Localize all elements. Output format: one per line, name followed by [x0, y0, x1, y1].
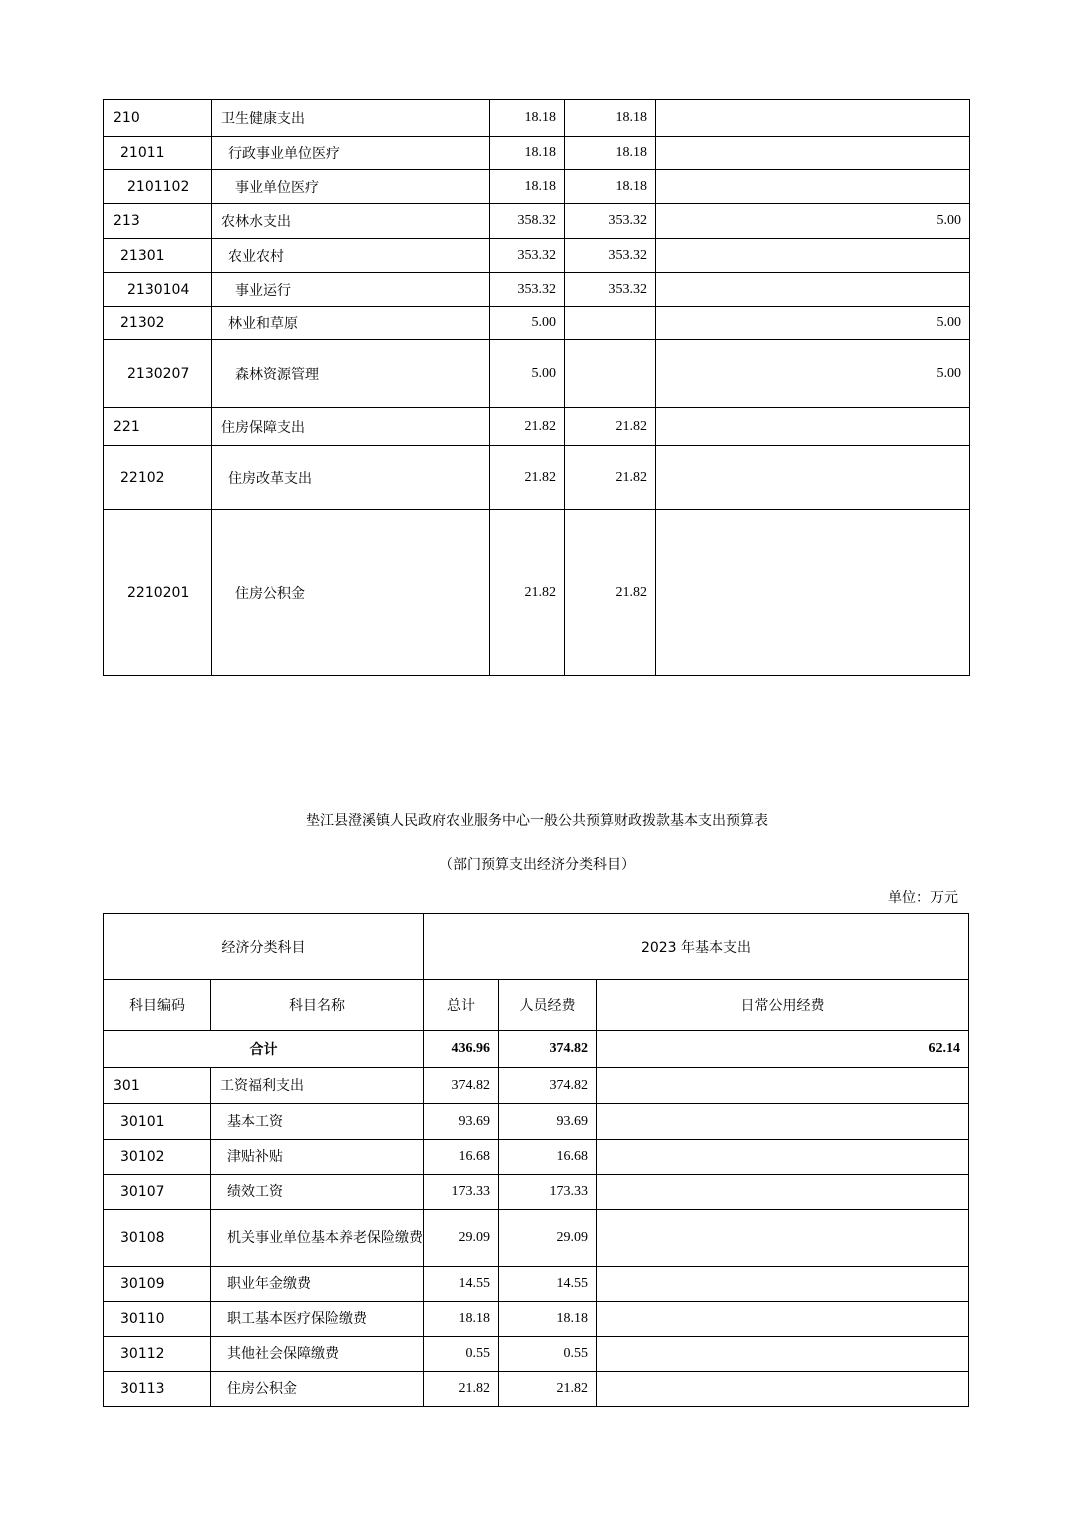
- header-total: 总计: [424, 980, 499, 1031]
- row-public: [597, 1302, 969, 1337]
- row-project: 5.00: [656, 340, 970, 408]
- row-personnel: 18.18: [499, 1302, 597, 1337]
- row-basic: 21.82: [565, 446, 656, 510]
- row-code: 2101102: [104, 170, 212, 204]
- row-personnel: 29.09: [499, 1210, 597, 1267]
- row-public: [597, 1210, 969, 1267]
- header-group-row: [104, 914, 969, 980]
- row-total: 21.82: [424, 1372, 499, 1407]
- row-basic: 353.32: [565, 204, 656, 239]
- row-code: 30110: [104, 1302, 211, 1337]
- row-personnel: 93.69: [499, 1104, 597, 1140]
- row-total: 173.33: [424, 1175, 499, 1210]
- total-total: 436.96: [424, 1031, 499, 1068]
- row-code: 221: [104, 408, 212, 446]
- header-name: 科目名称: [211, 980, 424, 1031]
- row-total: 18.18: [424, 1302, 499, 1337]
- row-code: 30107: [104, 1175, 211, 1210]
- row-public: [597, 1372, 969, 1407]
- row-total: 18.18: [490, 100, 565, 137]
- row-name: 事业单位医疗: [212, 170, 490, 204]
- row-name: 职业年金缴费: [211, 1267, 424, 1302]
- row-total: 0.55: [424, 1337, 499, 1372]
- row-basic: 21.82: [565, 408, 656, 446]
- row-personnel: 374.82: [499, 1068, 597, 1104]
- row-total: 18.18: [490, 137, 565, 170]
- table-row: [104, 1267, 969, 1302]
- table-row: [104, 170, 970, 204]
- functional-expenditure-table: [103, 99, 970, 676]
- table-row: [104, 510, 970, 676]
- row-name: 住房公积金: [211, 1372, 424, 1407]
- row-project: [656, 408, 970, 446]
- table-row: [104, 1175, 969, 1210]
- table-row: [104, 273, 970, 307]
- table-row: [104, 100, 970, 137]
- unit-label: 单位：万元: [888, 890, 958, 906]
- row-personnel: 21.82: [499, 1372, 597, 1407]
- row-name: 住房公积金: [212, 510, 490, 676]
- row-name: 绩效工资: [211, 1175, 424, 1210]
- row-name: 工资福利支出: [211, 1068, 424, 1104]
- row-total: 29.09: [424, 1210, 499, 1267]
- economic-classification-table: [103, 913, 969, 1407]
- row-code: 22102: [104, 446, 212, 510]
- table-row: [104, 137, 970, 170]
- row-total: 21.82: [490, 446, 565, 510]
- row-total: 14.55: [424, 1267, 499, 1302]
- table-row: [104, 446, 970, 510]
- row-code: 213: [104, 204, 212, 239]
- row-total: 353.32: [490, 273, 565, 307]
- row-code: 2130207: [104, 340, 212, 408]
- row-code: 30108: [104, 1210, 211, 1267]
- row-name: 住房改革支出: [212, 446, 490, 510]
- row-public: [597, 1175, 969, 1210]
- row-total: 18.18: [490, 170, 565, 204]
- row-project: [656, 239, 970, 273]
- row-basic: [565, 340, 656, 408]
- row-total: 21.82: [490, 408, 565, 446]
- header-public: 日常公用经费: [597, 980, 969, 1031]
- row-name: 住房保障支出: [212, 408, 490, 446]
- header-personnel: 人员经费: [499, 980, 597, 1031]
- table-row: [104, 307, 970, 340]
- row-code: 210: [104, 100, 212, 137]
- row-basic: 21.82: [565, 510, 656, 676]
- row-personnel: 0.55: [499, 1337, 597, 1372]
- row-project: [656, 510, 970, 676]
- row-code: 30113: [104, 1372, 211, 1407]
- row-name: 机关事业单位基本养老保险缴费: [211, 1210, 424, 1267]
- row-public: [597, 1140, 969, 1175]
- row-personnel: 173.33: [499, 1175, 597, 1210]
- row-total: 353.32: [490, 239, 565, 273]
- row-project: 5.00: [656, 307, 970, 340]
- header-code: 科目编码: [104, 980, 211, 1031]
- total-personnel: 374.82: [499, 1031, 597, 1068]
- row-name: 森林资源管理: [212, 340, 490, 408]
- row-code: 30112: [104, 1337, 211, 1372]
- row-total: 93.69: [424, 1104, 499, 1140]
- row-total: 5.00: [490, 307, 565, 340]
- row-public: [597, 1104, 969, 1140]
- row-project: [656, 446, 970, 510]
- row-basic: 18.18: [565, 170, 656, 204]
- row-name: 农业农村: [212, 239, 490, 273]
- row-project: [656, 100, 970, 137]
- row-personnel: 16.68: [499, 1140, 597, 1175]
- table-row: [104, 204, 970, 239]
- row-basic: [565, 307, 656, 340]
- row-name: 津贴补贴: [211, 1140, 424, 1175]
- row-basic: 353.32: [565, 239, 656, 273]
- row-code: 30109: [104, 1267, 211, 1302]
- row-public: [597, 1267, 969, 1302]
- table-row: [104, 1068, 969, 1104]
- row-name: 行政事业单位医疗: [212, 137, 490, 170]
- row-basic: 18.18: [565, 100, 656, 137]
- row-name: 基本工资: [211, 1104, 424, 1140]
- row-name: 卫生健康支出: [212, 100, 490, 137]
- row-total: 5.00: [490, 340, 565, 408]
- row-basic: 18.18: [565, 137, 656, 170]
- row-name: 农林水支出: [212, 204, 490, 239]
- row-code: 30102: [104, 1140, 211, 1175]
- table-row: [104, 1140, 969, 1175]
- row-project: [656, 273, 970, 307]
- row-code: 21301: [104, 239, 212, 273]
- row-code: 21011: [104, 137, 212, 170]
- row-project: [656, 137, 970, 170]
- row-total: 16.68: [424, 1140, 499, 1175]
- table-row: [104, 1104, 969, 1140]
- total-label: 合计: [104, 1031, 424, 1068]
- row-public: [597, 1068, 969, 1104]
- row-project: [656, 170, 970, 204]
- total-row: [104, 1031, 969, 1068]
- row-name: 其他社会保障缴费: [211, 1337, 424, 1372]
- row-personnel: 14.55: [499, 1267, 597, 1302]
- table-row: [104, 239, 970, 273]
- row-total: 358.32: [490, 204, 565, 239]
- row-code: 2210201: [104, 510, 212, 676]
- row-name: 职工基本医疗保险缴费: [211, 1302, 424, 1337]
- row-public: [597, 1337, 969, 1372]
- table-subtitle: （部门预算支出经济分类科目）: [439, 857, 635, 873]
- table-row: [104, 1302, 969, 1337]
- table-row: [104, 1337, 969, 1372]
- row-basic: 353.32: [565, 273, 656, 307]
- row-name: 事业运行: [212, 273, 490, 307]
- row-code: 2130104: [104, 273, 212, 307]
- row-name: 林业和草原: [212, 307, 490, 340]
- row-total: 21.82: [490, 510, 565, 676]
- header-basic-expenditure-2023: 2023 年基本支出: [424, 914, 969, 980]
- table-title: 垫江县澄溪镇人民政府农业服务中心一般公共预算财政拨款基本支出预算表: [306, 813, 768, 829]
- row-total: 374.82: [424, 1068, 499, 1104]
- table-row: [104, 1210, 969, 1267]
- row-code: 301: [104, 1068, 211, 1104]
- table-row: [104, 408, 970, 446]
- table-row: [104, 1372, 969, 1407]
- header-column-row: [104, 980, 969, 1031]
- row-code: 21302: [104, 307, 212, 340]
- total-public: 62.14: [597, 1031, 969, 1068]
- table-row: [104, 340, 970, 408]
- row-project: 5.00: [656, 204, 970, 239]
- header-economic-classification: 经济分类科目: [104, 914, 424, 980]
- row-code: 30101: [104, 1104, 211, 1140]
